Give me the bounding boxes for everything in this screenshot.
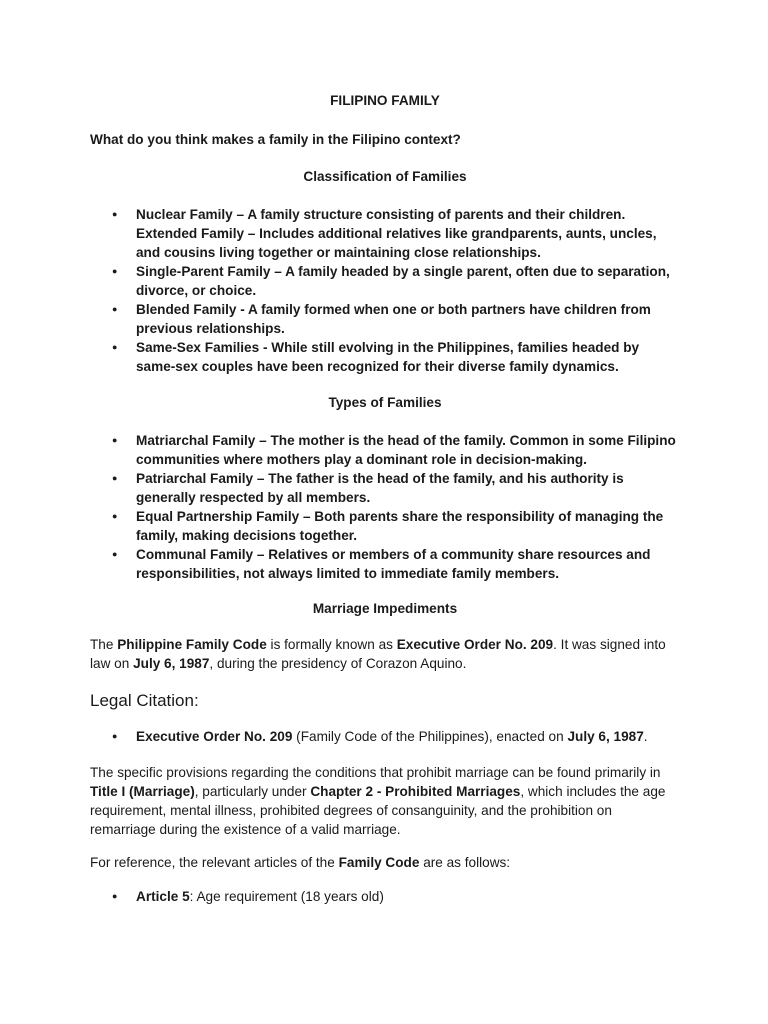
types-list xyxy=(90,431,680,583)
list-item: ● Blended Family - A family formed when one or both partners have children from previous relationships. xyxy=(90,300,680,338)
list-item: ● Matriarchal Family – The mother is the head of the family. Common in some Filipino communities where mothers play a dominant role in decision-making. xyxy=(90,431,680,469)
list-item: ● Single-Parent Family – A family headed by a single parent, often due to separation, divorce, or choice. xyxy=(90,262,680,300)
list-item: ● Nuclear Family – A family structure consisting of parents and their children. Extended Family – Includes additional relatives like grandparents, aunts, uncles, and cousins living together or maintaining close relationships. xyxy=(90,205,680,262)
classification-list xyxy=(90,205,680,376)
family-code-paragraph: The Philippine Family Code is formally known as Executive Order No. 209. It was signed into law on July 6, 1987, during the presidency of Corazon Aquino. xyxy=(90,637,666,671)
list-item: ● Communal Family – Relatives or members of a community share resources and responsibilities, not always limited to immediate family members. xyxy=(90,545,680,583)
intro-question: What do you think makes a family in the Filipino context? xyxy=(90,132,461,147)
list-item: ● Equal Partnership Family – Both parents share the responsibility of managing the family, making decisions together. xyxy=(90,507,680,545)
list-item: ● Article 5: Age requirement (18 years old) xyxy=(90,887,680,906)
list-item: ● Patriarchal Family – The father is the head of the family, and his authority is generally respected by all members. xyxy=(90,469,680,507)
impediments-heading: Marriage Impediments xyxy=(312,601,458,616)
provisions-paragraph: The specific provisions regarding the conditions that prohibit marriage can be found primarily in Title I (Marriage), particularly under Chapter 2 - Prohibited Marriages, which includes the age requirement, mental illness, prohibited degrees of consanguinity, and the prohibition on remarriage during the existence of a valid marriage. xyxy=(90,765,666,837)
articles-list xyxy=(90,887,680,906)
list-item: ● Executive Order No. 209 (Family Code of the Philippines), enacted on July 6, 1987. xyxy=(90,727,680,746)
legal-citation-list xyxy=(90,727,680,746)
reference-paragraph: For reference, the relevant articles of the Family Code are as follows: xyxy=(90,855,511,870)
list-item: ● Same-Sex Families - While still evolving in the Philippines, families headed by same-sex couples have been recognized for their diverse family dynamics. xyxy=(90,338,680,376)
types-heading: Types of Families xyxy=(328,395,442,410)
classification-heading: Classification of Families xyxy=(303,169,467,184)
legal-citation-heading: Legal Citation: xyxy=(90,691,199,710)
document-title: FILIPINO FAMILY xyxy=(330,93,440,108)
